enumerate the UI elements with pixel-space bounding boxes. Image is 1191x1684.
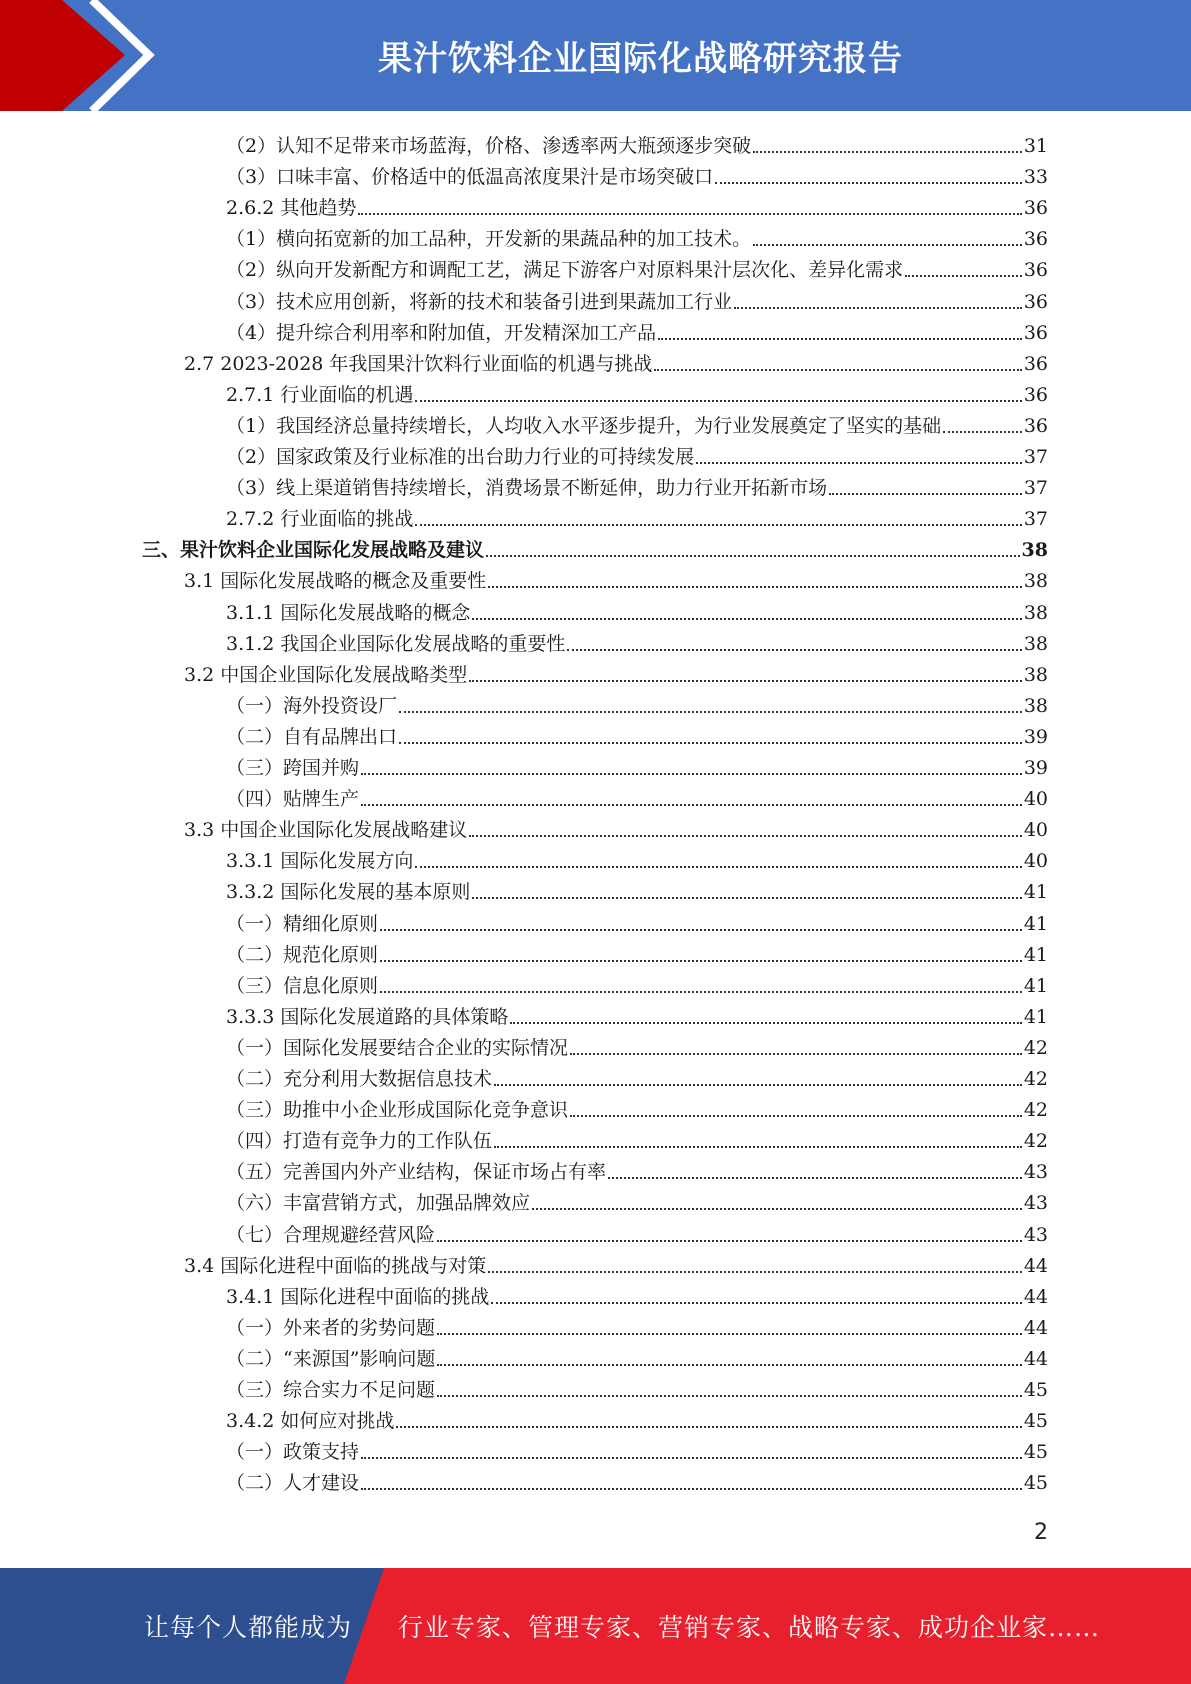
toc-dot-leader [415, 400, 1021, 402]
toc-entry-title: （4）提升综合利用率和附加值，开发精深加工产品 [226, 321, 657, 344]
toc-entry-page: 33 [1023, 166, 1048, 189]
toc-entry-page: 36 [1023, 383, 1048, 406]
toc-entry-title: 3.3.3 国际化发展道路的具体策略 [226, 1005, 509, 1028]
toc-dot-leader [486, 555, 1020, 557]
toc-entry-page: 45 [1023, 1441, 1048, 1464]
toc-entry-page: 38 [1023, 694, 1048, 717]
toc-entry-page: 45 [1023, 1379, 1048, 1401]
toc-entry-title: 3.1.2 我国企业国际化发展战略的重要性 [226, 632, 566, 655]
toc-dot-leader [469, 835, 1022, 837]
toc-entry-title: （三）信息化原则 [226, 974, 379, 997]
toc-dot-leader [437, 1333, 1022, 1335]
toc-entry-page: 36 [1023, 197, 1048, 220]
toc-entry[interactable] [226, 1091, 1048, 1122]
toc-entry-page: 44 [1023, 1347, 1048, 1370]
toc-entry[interactable] [226, 376, 1048, 407]
toc-dot-leader [361, 1457, 1022, 1459]
toc-entry-page: 36 [1023, 321, 1048, 344]
toc-entry-page: 38 [1021, 539, 1048, 562]
toc-entry-page: 36 [1023, 259, 1048, 282]
toc-entry-page: 39 [1023, 757, 1048, 779]
toc-entry-page: 36 [1023, 228, 1048, 251]
toc-dot-leader [658, 338, 1022, 340]
toc-entry[interactable] [184, 345, 1048, 376]
toc-entry-page: 38 [1023, 632, 1048, 655]
toc-entry-page: 38 [1023, 570, 1048, 593]
toc-entry[interactable] [226, 1122, 1048, 1153]
toc-entry-page: 42 [1023, 1130, 1048, 1153]
toc-entry[interactable] [226, 1153, 1048, 1184]
toc-entry[interactable] [226, 1060, 1048, 1091]
toc-entry-title: 3.1.1 国际化发展战略的概念 [226, 601, 471, 624]
toc-entry-title: 3.3.1 国际化发展方向 [226, 850, 414, 873]
toc-entry-title: （2）国家政策及行业标准的出台助力行业的可持续发展 [226, 446, 695, 468]
toc-entry-page: 39 [1023, 725, 1048, 748]
toc-entry-page: 36 [1023, 290, 1048, 313]
toc-dot-leader [608, 1177, 1022, 1179]
toc-entry-title: （1）横向拓宽新的加工品种，开发新的果蔬品种的加工技术。 [226, 228, 752, 251]
toc-entry[interactable] [226, 1433, 1048, 1464]
toc-dot-leader [437, 1395, 1022, 1397]
toc-entry-page: 40 [1023, 819, 1048, 842]
toc-entry[interactable] [226, 1216, 1048, 1247]
page-number: 2 [1034, 1520, 1048, 1545]
toc-entry[interactable] [226, 469, 1048, 500]
toc-entry-title: （一）海外投资设厂 [226, 694, 398, 717]
toc-entry-title: （四）贴牌生产 [226, 788, 360, 811]
toc-entry[interactable] [226, 749, 1048, 780]
toc-entry-page: 44 [1023, 1254, 1048, 1277]
toc-entry-title: 3.1 国际化发展战略的概念及重要性 [184, 570, 487, 593]
toc-entry-title: （3）线上渠道销售持续增长，消费场景不断延伸，助力行业开拓新市场 [226, 477, 828, 500]
toc-dot-leader [380, 991, 1022, 993]
toc-entry-page: 43 [1023, 1161, 1048, 1184]
toc-entry-title: （3）技术应用创新，将新的技术和装备引进到果蔬加工行业 [226, 290, 733, 313]
toc-dot-leader [361, 804, 1022, 806]
toc-entry-title: 3.4 国际化进程中面临的挑战与对策 [184, 1254, 487, 1277]
toc-entry-title: （三）综合实力不足问题 [226, 1379, 436, 1401]
toc-entry[interactable] [226, 594, 1048, 625]
toc-entry-title: （二）自有品牌出口 [226, 725, 398, 748]
toc-entry-title: 3.3 中国企业国际化发展战略建议 [184, 819, 468, 842]
toc-entry[interactable] [184, 562, 1048, 593]
report-title: 果汁饮料企业国际化战略研究报告 [378, 39, 903, 79]
toc-dot-leader [532, 1208, 1022, 1210]
toc-entry[interactable] [226, 220, 1048, 251]
toc-entry[interactable] [184, 656, 1048, 687]
toc-dot-leader [494, 1146, 1022, 1148]
toc-entry-title: （三）助推中小企业形成国际化竞争意识 [226, 1099, 569, 1122]
toc-entry-title: （2）纵向开发新配方和调配工艺，满足下游客户对原料果汁层次化、差异化需求 [226, 259, 904, 282]
toc-entry[interactable] [226, 158, 1048, 189]
toc-entry[interactable] [226, 1278, 1048, 1309]
toc-entry-title: 3.4.1 国际化进程中面临的挑战 [226, 1285, 490, 1308]
toc-entry-page: 40 [1023, 850, 1048, 873]
page-footer [0, 1568, 1191, 1684]
toc-dot-leader [715, 182, 1022, 184]
toc-entry[interactable] [226, 842, 1048, 873]
toc-dot-leader [380, 960, 1022, 962]
toc-entry[interactable] [226, 314, 1048, 345]
toc-entry-title: （一）外来者的劣势问题 [226, 1316, 436, 1339]
toc-entry-page: 36 [1023, 352, 1048, 375]
toc-entry-page: 44 [1023, 1316, 1048, 1339]
toc-entry-page: 37 [1023, 508, 1048, 531]
toc-dot-leader [570, 1115, 1022, 1117]
toc-entry-page: 42 [1023, 1036, 1048, 1059]
toc-entry-title: （3）口味丰富、价格适中的低温高浓度果汁是市场突破口 [226, 166, 714, 189]
toc-entry-title: （五）完善国内外产业结构，保证市场占有率 [226, 1161, 607, 1184]
toc-dot-leader [415, 866, 1021, 868]
toc-entry-page: 41 [1023, 1005, 1048, 1028]
toc-entry-page: 38 [1023, 601, 1048, 624]
toc-entry[interactable] [226, 1402, 1048, 1433]
toc-dot-leader [570, 1053, 1022, 1055]
toc-entry[interactable] [142, 531, 1048, 562]
toc-entry-page: 38 [1023, 663, 1048, 686]
toc-dot-leader [437, 1240, 1022, 1242]
toc-entry[interactable] [226, 687, 1048, 718]
toc-dot-leader [696, 462, 1022, 464]
toc-entry[interactable] [226, 1029, 1048, 1060]
toc-dot-leader [399, 711, 1022, 713]
toc-entry-page: 45 [1023, 1472, 1048, 1495]
toc-entry-title: 2.7.1 行业面临的机遇 [226, 383, 414, 406]
toc-entry-title: （2）认知不足带来市场蓝海，价格、渗透率两大瓶颈逐步突破 [226, 135, 752, 157]
toc-entry-page: 42 [1023, 1068, 1048, 1090]
toc-dot-leader [472, 618, 1021, 620]
toc-dot-leader [943, 431, 1022, 433]
toc-dot-leader [361, 773, 1022, 775]
toc-dot-leader [494, 1084, 1022, 1086]
toc-dot-leader [488, 1271, 1022, 1273]
footer-slogan-right: 行业专家、管理专家、营销专家、战略专家、成功企业家…… [398, 1613, 1101, 1642]
toc-entry[interactable] [226, 998, 1048, 1029]
toc-entry-page: 42 [1023, 1099, 1048, 1122]
toc-dot-leader [654, 369, 1021, 371]
toc-entry-title: （二）“来源国”影响问题 [226, 1347, 436, 1370]
toc-entry[interactable] [184, 811, 1048, 842]
toc-entry[interactable] [226, 127, 1048, 158]
toc-entry[interactable] [226, 407, 1048, 438]
toc-entry[interactable] [184, 1247, 1048, 1278]
toc-entry-page: 36 [1023, 414, 1048, 437]
toc-entry-title: 3.3.2 国际化发展的基本原则 [226, 881, 471, 904]
toc-entry-title: （一）国际化发展要结合企业的实际情况 [226, 1036, 569, 1059]
toc-entry-title: （一）精细化原则 [226, 912, 379, 935]
toc-dot-leader [829, 493, 1022, 495]
toc-entry[interactable] [226, 251, 1048, 282]
toc-entry[interactable] [226, 500, 1048, 531]
toc-entry-title: 2.6.2 其他趋势 [226, 197, 357, 220]
toc-dot-leader [734, 307, 1022, 309]
toc-entry[interactable] [226, 1309, 1048, 1340]
toc-entry-title: （三）跨国并购 [226, 757, 360, 779]
toc-entry-page: 44 [1023, 1285, 1048, 1308]
toc-entry-title: （六）丰富营销方式，加强品牌效应 [226, 1192, 531, 1215]
toc-dot-leader [358, 213, 1021, 215]
toc-dot-leader [510, 1022, 1021, 1024]
toc-dot-leader [469, 680, 1022, 682]
toc-entry[interactable] [226, 936, 1048, 967]
toc-entry[interactable] [226, 1340, 1048, 1371]
toc-entry[interactable] [226, 873, 1048, 904]
toc-dot-leader [905, 275, 1022, 277]
toc-entry-title: （1）我国经济总量持续增长，人均收入水平逐步提升，为行业发展奠定了坚实的基础 [226, 414, 942, 437]
toc-entry-page: 37 [1023, 477, 1048, 500]
toc-dot-leader [491, 1302, 1021, 1304]
toc-entry-title: （二）充分利用大数据信息技术 [226, 1068, 493, 1090]
toc-entry-title: 3.4.2 如何应对挑战 [226, 1410, 395, 1433]
page-header [0, 0, 1191, 111]
toc-entry-title: （二）规范化原则 [226, 943, 379, 966]
toc-entry-title: 2.7 2023-2028 年我国果汁饮料行业面临的机遇与挑战 [184, 352, 653, 375]
toc-entry-title: 3.2 中国企业国际化发展战略类型 [184, 663, 468, 686]
toc-entry-title: （二）人才建设 [226, 1472, 360, 1495]
toc-entry-title: 2.7.2 行业面临的挑战 [226, 508, 414, 531]
toc-entry-title: （一）政策支持 [226, 1441, 360, 1464]
toc-dot-leader [396, 1426, 1021, 1428]
toc-dot-leader [567, 649, 1021, 651]
toc-dot-leader [753, 244, 1022, 246]
toc-entry-page: 40 [1023, 788, 1048, 811]
toc-entry[interactable] [226, 967, 1048, 998]
toc-dot-leader [380, 929, 1022, 931]
toc-entry-page: 37 [1023, 446, 1048, 468]
toc-entry-page: 41 [1023, 943, 1048, 966]
toc-dot-leader [399, 742, 1022, 744]
toc-dot-leader [753, 151, 1022, 153]
toc-entry[interactable] [226, 283, 1048, 314]
toc-dot-leader [361, 1488, 1022, 1490]
toc-entry[interactable] [226, 1464, 1048, 1495]
toc-entry-page: 43 [1023, 1192, 1048, 1215]
toc-entry-title: （四）打造有竞争力的工作队伍 [226, 1130, 493, 1153]
toc-dot-leader [472, 897, 1021, 899]
toc-entry[interactable] [226, 438, 1048, 469]
toc-entry[interactable] [226, 780, 1048, 811]
toc-entry[interactable] [226, 189, 1048, 220]
toc-entry[interactable] [226, 718, 1048, 749]
toc-entry-page: 31 [1023, 135, 1048, 157]
toc-entry-page: 43 [1023, 1223, 1048, 1246]
toc-dot-leader [437, 1364, 1021, 1366]
toc-entry-title: 三、果汁饮料企业国际化发展战略及建议 [142, 539, 485, 562]
toc-entry[interactable] [226, 905, 1048, 936]
toc-entry-page: 41 [1023, 912, 1048, 935]
toc-entry[interactable] [226, 1184, 1048, 1215]
toc-entry-page: 45 [1023, 1410, 1048, 1433]
toc-entry[interactable] [226, 1371, 1048, 1402]
toc-entry[interactable] [226, 625, 1048, 656]
toc-entry-page: 41 [1023, 974, 1048, 997]
toc-dot-leader [415, 524, 1021, 526]
toc-entry-title: （七）合理规避经营风险 [226, 1223, 436, 1246]
toc-dot-leader [488, 586, 1022, 588]
toc-entry-page: 41 [1023, 881, 1048, 904]
footer-slogan-left: 让每个人都能成为 [144, 1613, 353, 1642]
